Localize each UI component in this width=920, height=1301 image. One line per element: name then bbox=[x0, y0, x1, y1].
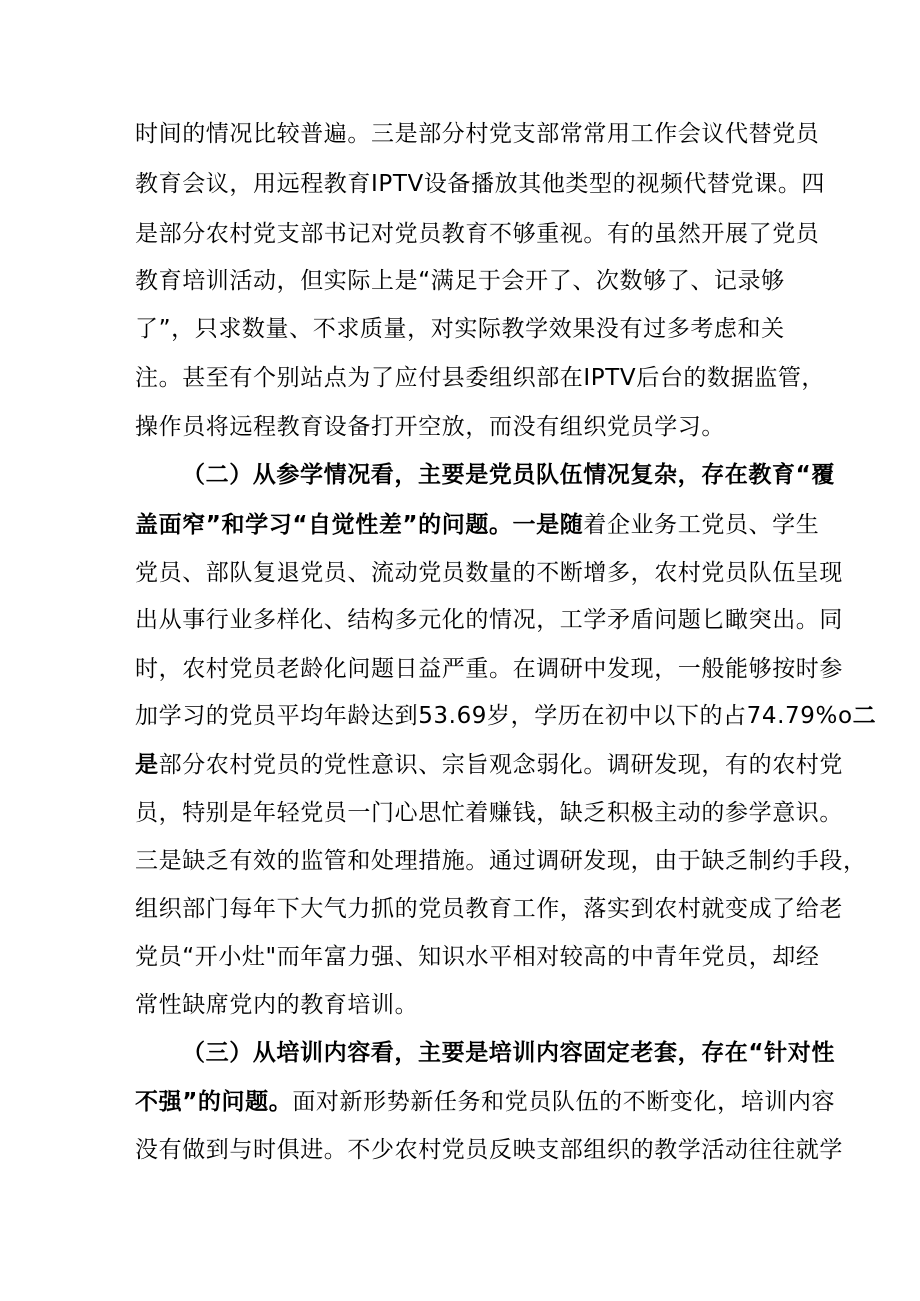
text-run: 出从事行业多样化、结构多元化的情况，工学矛盾问题匕瞰突出。同 bbox=[135, 607, 843, 633]
text-run-bold: 不强”的问题。 bbox=[135, 1089, 293, 1115]
text-run: 组织部门每年下大气力抓的党员教育工作，落实到农村就变成了给老 bbox=[135, 896, 843, 922]
text-line bbox=[135, 893, 843, 925]
text-line bbox=[135, 362, 825, 394]
text-line bbox=[135, 941, 820, 973]
text-line bbox=[135, 265, 785, 297]
text-run-bold: 是 bbox=[135, 752, 159, 778]
text-line bbox=[135, 797, 843, 829]
section-heading-line bbox=[182, 1037, 835, 1069]
text-line bbox=[135, 989, 418, 1021]
text-run: 着企业务工党员、学生 bbox=[583, 512, 820, 538]
text-line bbox=[135, 411, 725, 443]
text-run-bold: 二 bbox=[852, 703, 877, 729]
text-run: 是部分农村党支部书记对党员教育不够重视。有的虽然开展了党员 bbox=[135, 221, 820, 247]
text-run: 操作员将远程教育设备打开空放，而没有组织党员学习。 bbox=[135, 414, 725, 440]
text-line bbox=[135, 845, 867, 877]
text-line bbox=[135, 653, 843, 685]
text-run: 党员“开小灶"而年富力强、知识水平相对较高的中青年党员，却经 bbox=[135, 944, 820, 970]
text-run: 党员、部队复退党员、流动党员数量的不断增多，农村党员队伍呈现 bbox=[135, 560, 843, 586]
text-line bbox=[135, 1134, 843, 1166]
text-run: （三）从培训内容看，主要是培训内容固定老套，存在“针对性 bbox=[182, 1040, 835, 1066]
text-run: 加学习的党员平均年龄达到53.69岁，学历在初中以下的占74.79%o bbox=[135, 703, 853, 729]
text-line bbox=[135, 218, 819, 250]
text-run: 没有做到与时俱进。不少农村党员反映支部组织的教学活动往往就学 bbox=[135, 1137, 843, 1163]
text-run: （二）从参学情况看，主要是党员队伍情况复杂，存在教育“覆 bbox=[182, 462, 835, 488]
text-run: 了”，只求数量、不求质量，对实际教学效果没有过多考虑和关 bbox=[135, 316, 785, 342]
text-line bbox=[135, 509, 819, 541]
text-run: 时，农村党员老龄化问题日益严重。在调研中发现，一般能够按时参 bbox=[135, 656, 843, 682]
text-run: 部分农村党员的党性意识、宗旨观念弱化。调研发现，有的农村党 bbox=[158, 752, 844, 778]
text-run: 教育培训活动，但实际上是“满足于会开了、次数够了、记录够 bbox=[135, 268, 785, 294]
text-line bbox=[135, 1086, 835, 1118]
text-run-bold: 盖面窄”和学习“自觉性差”的问题。一是随 bbox=[135, 512, 584, 538]
text-run: 三是缺乏有效的监管和处理措施。通过调研发现，由于缺乏制约手段， bbox=[135, 848, 867, 874]
section-heading-line bbox=[182, 459, 835, 491]
text-run: 教育会议，用远程教育IPTV设备播放其他类型的视频代替党课。四 bbox=[135, 171, 826, 197]
text-run: 面对新形势新任务和党员队伍的不断变化，培训内容 bbox=[292, 1089, 836, 1115]
text-run: 员，特别是年轻党员一门心思忙着赚钱，缺乏积极主动的参学意识。 bbox=[135, 800, 843, 826]
text-run: 常性缺席党内的教育培训。 bbox=[135, 992, 419, 1018]
text-line bbox=[135, 749, 843, 781]
text-line bbox=[135, 557, 843, 589]
text-line bbox=[135, 168, 825, 200]
text-line bbox=[135, 118, 819, 150]
text-line bbox=[135, 604, 843, 636]
text-run: 时间的情况比较普遍。三是部分村党支部常常用工作会议代替党员 bbox=[135, 121, 820, 147]
text-run: 注。甚至有个别站点为了应付县委组织部在IPTV后台的数据监管， bbox=[135, 365, 826, 391]
text-line bbox=[135, 313, 785, 345]
text-line bbox=[135, 700, 876, 732]
